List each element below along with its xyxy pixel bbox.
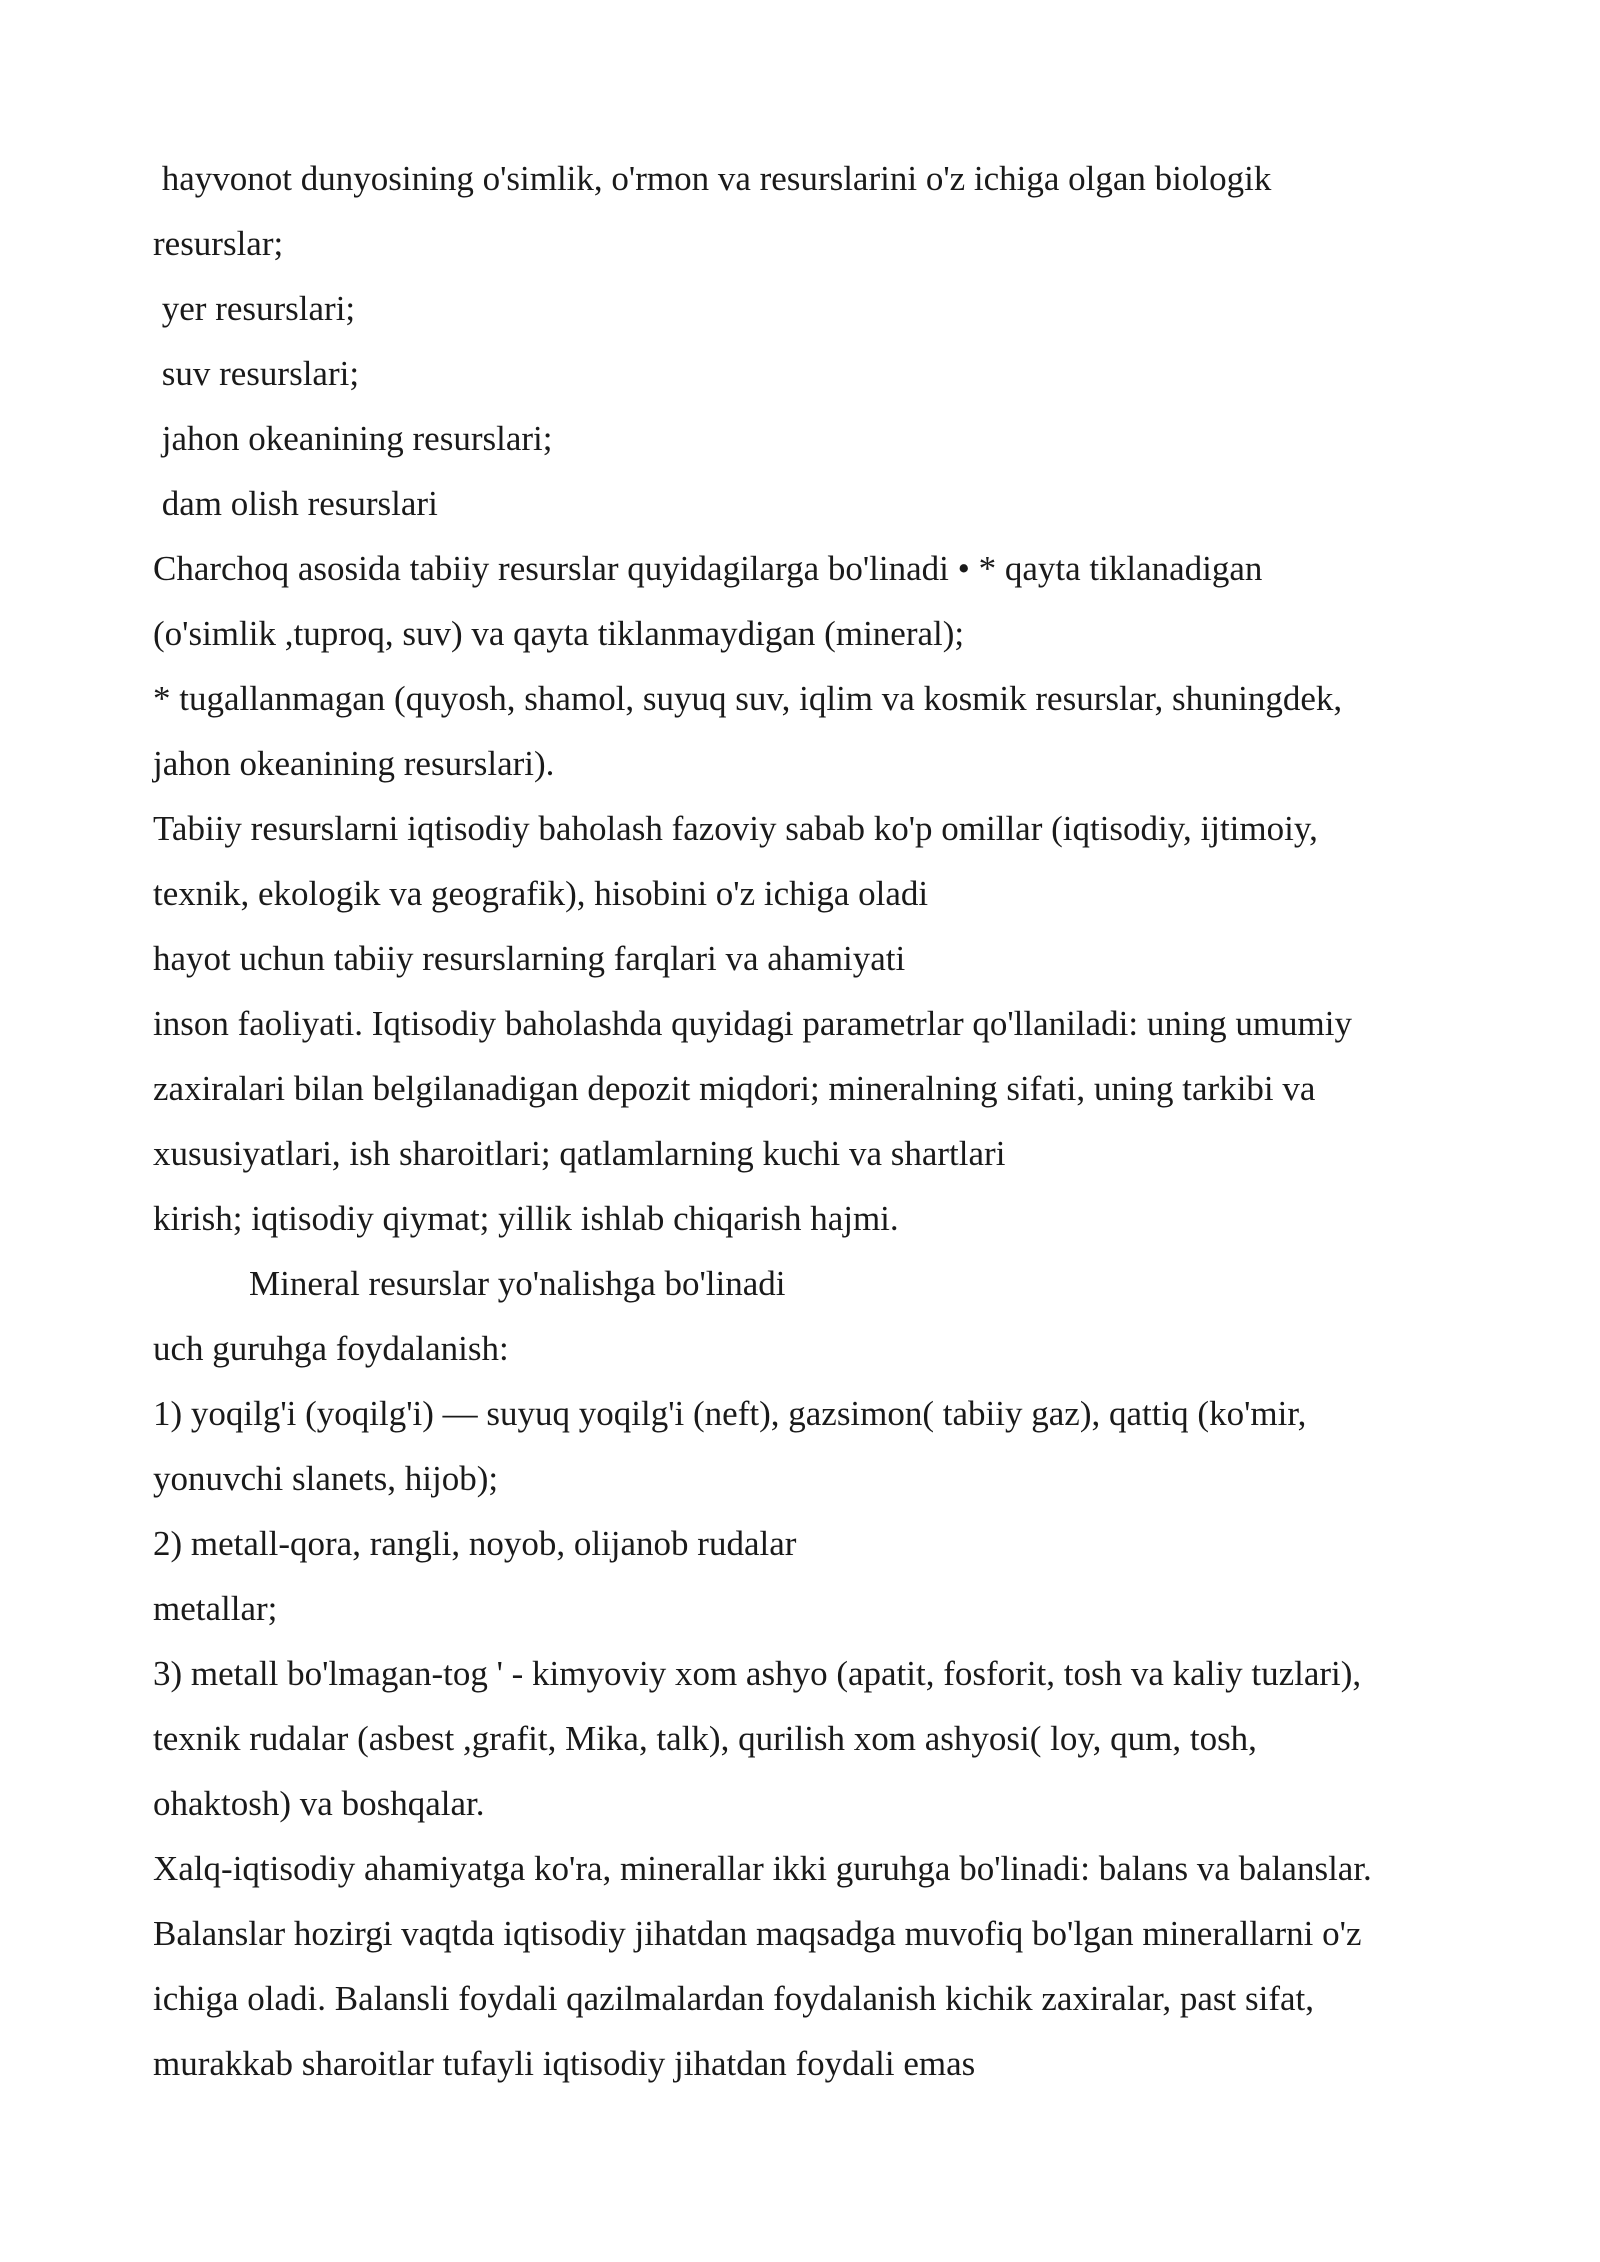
text-line: yonuvchi slanets, hijob); xyxy=(153,1459,499,1498)
text-line: zaxiralari bilan belgilanadigan depozit miqdori; mineralning sifati, uning tarkibi va xyxy=(153,1069,1316,1108)
text-line: (o'simlik ,tuproq, suv) va qayta tiklanmaydigan (mineral); xyxy=(153,614,965,653)
text-line: kirish; iqtisodiy qiymat; yillik ishlab chiqarish hajmi. xyxy=(153,1199,899,1238)
text-line: hayvonot dunyosining o'simlik, o'rmon va resurslarini o'z ichiga olgan biologik xyxy=(153,159,1272,198)
text-line: texnik rudalar (asbest ,grafit, Mika, talk), qurilish xom ashyosi( loy, qum, tosh, xyxy=(153,1719,1257,1758)
indented-text-line: Mineral resurslar yo'nalishga bo'linadi xyxy=(249,1264,786,1303)
text-line: resurslar; xyxy=(153,224,284,263)
text-line: dam olish resurslari xyxy=(153,484,438,523)
text-line: uch guruhga foydalanish: xyxy=(153,1329,509,1368)
text-line: ichiga oladi. Balansli foydali qazilmalardan foydalanish kichik zaxiralar, past sifat, xyxy=(153,1979,1314,2018)
text-line: suv resurslari; xyxy=(153,354,360,393)
text-line: murakkab sharoitlar tufayli iqtisodiy jihatdan foydali emas xyxy=(153,2044,976,2083)
text-line: metallar; xyxy=(153,1589,278,1628)
text-line: hayot uchun tabiiy resurslarning farqlari va ahamiyati xyxy=(153,939,906,978)
text-line: Tabiiy resurslarni iqtisodiy baholash fazoviy sabab ko'p omillar (iqtisodiy, ijtimoiy, xyxy=(153,809,1318,848)
document-body xyxy=(153,146,1483,2096)
text-line: Balanslar hozirgi vaqtda iqtisodiy jihatdan maqsadga muvofiq bo'lgan minerallarni o'z xyxy=(153,1914,1362,1953)
text-line: ohaktosh) va boshqalar. xyxy=(153,1784,485,1823)
text-line: texnik, ekologik va geografik), hisobini o'z ichiga oladi xyxy=(153,874,929,913)
text-line: 2) metall-qora, rangli, noyob, olijanob rudalar xyxy=(153,1524,797,1563)
text-line: 1) yoqilg'i (yoqilg'i) — suyuq yoqilg'i (neft), gazsimon( tabiiy gaz), qattiq (ko'mir, xyxy=(153,1394,1307,1433)
text-line: yer resurslari; xyxy=(153,289,356,328)
text-line: Charchoq asosida tabiiy resurslar quyidagilarga bo'linadi • * qayta tiklanadigan xyxy=(153,549,1263,588)
text-line: inson faoliyati. Iqtisodiy baholashda quyidagi parametrlar qo'llaniladi: uning umumiy xyxy=(153,1004,1352,1043)
text-line: Xalq-iqtisodiy ahamiyatga ko'ra, minerallar ikki guruhga bo'linadi: balans va balanslar. xyxy=(153,1849,1372,1888)
text-line: * tugallanmagan (quyosh, shamol, suyuq suv, iqlim va kosmik resurslar, shuningdek, xyxy=(153,679,1343,718)
text-line: xususiyatlari, ish sharoitlari; qatlamlarning kuchi va shartlari xyxy=(153,1134,1006,1173)
text-line: jahon okeanining resurslari; xyxy=(153,419,553,458)
text-line: jahon okeanining resurslari). xyxy=(153,744,555,783)
text-line: 3) metall bo'lmagan-tog ' - kimyoviy xom ashyo (apatit, fosforit, tosh va kaliy tuzlari), xyxy=(153,1654,1362,1693)
